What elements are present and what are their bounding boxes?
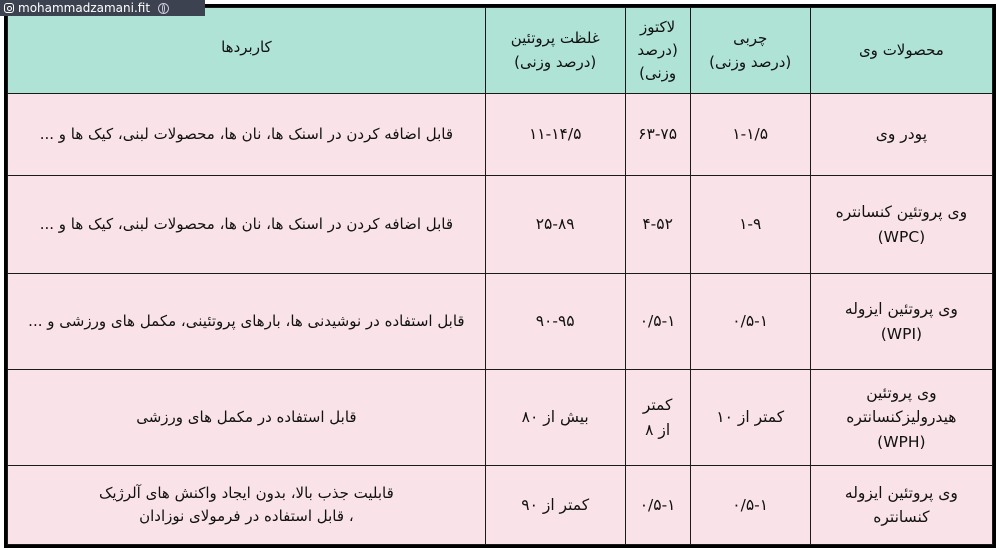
cell-fat: کمتر از ۱۰ [690,370,810,466]
table-row [8,176,993,274]
cell-uses: قابل استفاده در نوشیدنی ها، بارهای پروتئینی، مکمل های ورزشی و ... [8,274,486,370]
cell-uses: قابلیت جذب بالا، بدون ایجاد واکنش های آلرژیک ، قابل استفاده در فرمولای نوزادان [8,466,486,545]
instagram-icon [4,3,14,13]
cell-protein: ۱۱-۱۴/۵ [485,94,625,176]
cell-fat: ۰/۵-۱ [690,274,810,370]
cell-protein: بیش از ۸۰ [485,370,625,466]
cell-product: وی پروتئین ایزوله (WPI) [810,274,992,370]
header-protein: غلظت پروتئین (درصد وزنی) [485,8,625,94]
table-row [8,94,993,176]
table-row [8,370,993,466]
cell-lactose: ۴-۵۲ [625,176,690,274]
header-fat: چربی (درصد وزنی) [690,8,810,94]
header-uses: کاربردها [8,8,486,94]
cell-product: پودر وی [810,94,992,176]
header-lactose: لاکتوز (درصد وزنی) [625,8,690,94]
cell-product: وی پروتئین کنسانتره (WPC) [810,176,992,274]
cell-product: وی پروتئین ایزوله کنسانتره [810,466,992,545]
cell-protein: ۲۵-۸۹ [485,176,625,274]
globe-icon [158,3,169,14]
whey-products-table [7,7,993,545]
watermark [0,0,205,16]
cell-fat: ۱-۹ [690,176,810,274]
cell-lactose: کمتر از ۸ [625,370,690,466]
table-row [8,466,993,545]
cell-lactose: ۰/۵-۱ [625,274,690,370]
cell-fat: ۰/۵-۱ [690,466,810,545]
table-row [8,274,993,370]
watermark-handle: mohammadzamani.fit [18,1,151,15]
header-row [8,8,993,94]
cell-fat: ۱-۱/۵ [690,94,810,176]
cell-protein: کمتر از ۹۰ [485,466,625,545]
whey-products-table-container [4,4,996,548]
cell-uses: قابل اضافه کردن در اسنک ها، نان ها، محصولات لبنی، کیک ها و ... [8,94,486,176]
cell-lactose: ۰/۵-۱ [625,466,690,545]
header-product: محصولات وی [810,8,992,94]
cell-uses: قابل استفاده در مکمل های ورزشی [8,370,486,466]
cell-lactose: ۶۳-۷۵ [625,94,690,176]
cell-protein: ۹۰-۹۵ [485,274,625,370]
cell-uses: قابل اضافه کردن در اسنک ها، نان ها، محصولات لبنی، کیک ها و ... [8,176,486,274]
cell-product: وی پروتئین هیدرولیزکنسانتره (WPH) [810,370,992,466]
